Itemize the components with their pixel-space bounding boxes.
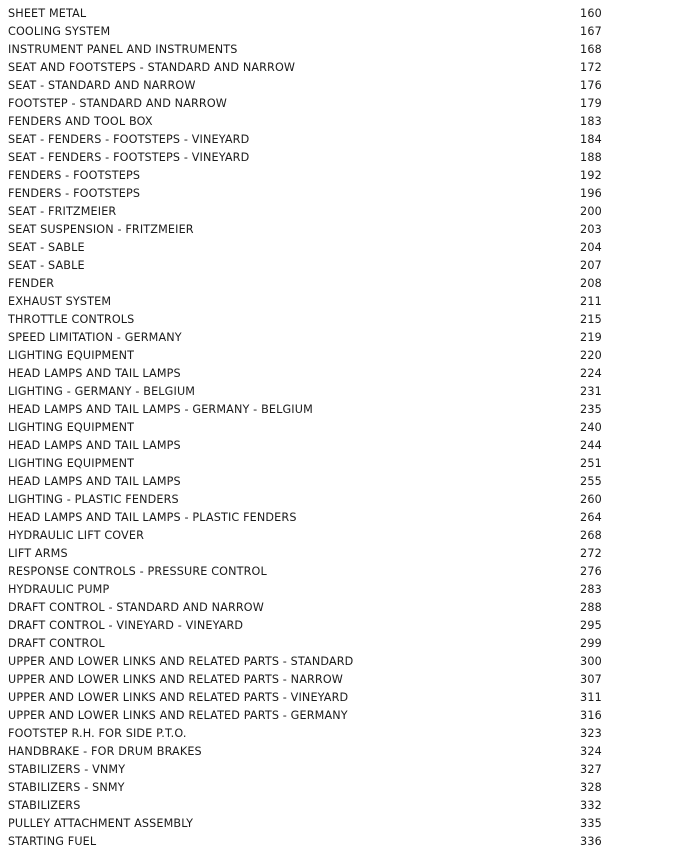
toc-entry[interactable] (0, 797, 699, 815)
toc-entry[interactable] (0, 473, 699, 491)
toc-entry[interactable] (0, 239, 699, 257)
toc-entry-page-number: 240 (580, 421, 602, 434)
toc-entry-title[interactable]: COOLING SYSTEM (8, 25, 111, 38)
toc-entry-page-number: 219 (580, 331, 602, 344)
toc-entry-page-number: 244 (580, 439, 602, 452)
toc-entry-title[interactable]: SPEED LIMITATION - GERMANY (8, 331, 182, 344)
toc-entry-page-number: 235 (580, 403, 602, 416)
toc-entry-page-number: 192 (580, 169, 602, 182)
toc-entry-page-number: 324 (580, 745, 602, 758)
toc-entry[interactable] (0, 617, 699, 635)
toc-entry[interactable] (0, 41, 699, 59)
toc-entry-page-number: 204 (580, 241, 602, 254)
toc-entry-title[interactable]: SEAT SUSPENSION - FRITZMEIER (8, 223, 194, 236)
toc-entry[interactable] (0, 761, 699, 779)
toc-entry-title[interactable]: UPPER AND LOWER LINKS AND RELATED PARTS - STANDARD (8, 655, 354, 668)
toc-entry[interactable] (0, 689, 699, 707)
toc-entry-title[interactable]: HEAD LAMPS AND TAIL LAMPS - PLASTIC FENDERS (8, 511, 297, 524)
toc-entry[interactable] (0, 113, 699, 131)
toc-entry-title[interactable]: SEAT - SABLE (8, 259, 85, 272)
toc-entry-page-number: 283 (580, 583, 602, 596)
toc-entry-page-number: 323 (580, 727, 602, 740)
toc-entry-title[interactable]: RESPONSE CONTROLS - PRESSURE CONTROL (8, 565, 267, 578)
toc-entry-title[interactable]: LIGHTING - PLASTIC FENDERS (8, 493, 179, 506)
toc-entry[interactable] (0, 635, 699, 653)
toc-entry-page-number: 196 (580, 187, 602, 200)
toc-entry[interactable] (0, 257, 699, 275)
toc-entry-page-number: 336 (580, 835, 602, 848)
toc-entry-page-number: 220 (580, 349, 602, 362)
toc-entry-title[interactable]: STABILIZERS - SNMY (8, 781, 125, 794)
toc-entry-title[interactable]: STABILIZERS (8, 799, 81, 812)
toc-entry-page-number: 327 (580, 763, 602, 776)
toc-entry-title[interactable]: DRAFT CONTROL (8, 637, 105, 650)
toc-entry-page-number: 264 (580, 511, 602, 524)
toc-entry-page-number: 311 (580, 691, 602, 704)
toc-entry[interactable] (0, 725, 699, 743)
toc-entry[interactable] (0, 581, 699, 599)
toc-entry[interactable] (0, 23, 699, 41)
toc-entry-page-number: 203 (580, 223, 602, 236)
toc-entry[interactable] (0, 383, 699, 401)
toc-entry-page-number: 268 (580, 529, 602, 542)
toc-entry-title[interactable]: THROTTLE CONTROLS (8, 313, 135, 326)
toc-entry-page-number: 167 (580, 25, 602, 38)
toc-entry[interactable] (0, 527, 699, 545)
toc-entry-page-number: 300 (580, 655, 602, 668)
toc-entry-page-number: 288 (580, 601, 602, 614)
toc-entry-page-number: 299 (580, 637, 602, 650)
toc-entry[interactable] (0, 311, 699, 329)
toc-entry[interactable] (0, 833, 699, 851)
toc-entry[interactable] (0, 77, 699, 95)
toc-entry[interactable] (0, 671, 699, 689)
toc-entry-page-number: 295 (580, 619, 602, 632)
toc-entry-page-number: 168 (580, 43, 602, 56)
toc-entry[interactable] (0, 455, 699, 473)
toc-entry-page-number: 200 (580, 205, 602, 218)
toc-entry-title[interactable]: DRAFT CONTROL - VINEYARD - VINEYARD (8, 619, 244, 632)
toc-entry-page-number: 176 (580, 79, 602, 92)
toc-entry-title[interactable]: INSTRUMENT PANEL AND INSTRUMENTS (8, 43, 238, 56)
toc-entry-page-number: 183 (580, 115, 602, 128)
toc-entry-page-number: 207 (580, 259, 602, 272)
toc-entry[interactable] (0, 491, 699, 509)
toc-entry-title[interactable]: UPPER AND LOWER LINKS AND RELATED PARTS - GERMANY (8, 709, 348, 722)
toc-entry-page-number: 260 (580, 493, 602, 506)
toc-entry-title[interactable]: SEAT - FENDERS - FOOTSTEPS - VINEYARD (8, 151, 250, 164)
toc-entry[interactable] (0, 221, 699, 239)
toc-entry-title[interactable]: LIGHTING EQUIPMENT (8, 421, 135, 434)
toc-entry[interactable] (0, 365, 699, 383)
toc-entry-title[interactable]: FENDERS - FOOTSTEPS (8, 187, 141, 200)
toc-entry[interactable] (0, 185, 699, 203)
toc-entry-title[interactable]: PULLEY ATTACHMENT ASSEMBLY (8, 817, 194, 830)
toc-entry-page-number: 184 (580, 133, 602, 146)
toc-entry[interactable] (0, 707, 699, 725)
toc-entry-page-number: 272 (580, 547, 602, 560)
toc-entry[interactable] (0, 293, 699, 311)
toc-entry-title[interactable]: LIGHTING EQUIPMENT (8, 349, 135, 362)
toc-entry-page-number: 332 (580, 799, 602, 812)
toc-entry-title[interactable]: FENDER (8, 277, 55, 290)
toc-entry-title[interactable]: SEAT - FENDERS - FOOTSTEPS - VINEYARD (8, 133, 250, 146)
toc-entry[interactable] (0, 437, 699, 455)
toc-entry-title[interactable]: UPPER AND LOWER LINKS AND RELATED PARTS - NARROW (8, 673, 344, 686)
toc-entry[interactable] (0, 131, 699, 149)
toc-entry-page-number: 211 (580, 295, 602, 308)
toc-entry[interactable] (0, 779, 699, 797)
toc-entry-page-number: 251 (580, 457, 602, 470)
toc-entry[interactable] (0, 599, 699, 617)
toc-entry-title[interactable]: LIGHTING - GERMANY - BELGIUM (8, 385, 196, 398)
toc-entry-title[interactable]: FENDERS AND TOOL BOX (8, 115, 153, 128)
toc-entry-page-number: 179 (580, 97, 602, 110)
toc-entry-title[interactable]: LIGHTING EQUIPMENT (8, 457, 135, 470)
toc-entry-title[interactable]: HANDBRAKE - FOR DRUM BRAKES (8, 745, 202, 758)
toc-entry-title[interactable]: UPPER AND LOWER LINKS AND RELATED PARTS - VINEYARD (8, 691, 349, 704)
toc-entry[interactable] (0, 509, 699, 527)
toc-entry-title[interactable]: DRAFT CONTROL - STANDARD AND NARROW (8, 601, 264, 614)
toc-entry-page-number: 276 (580, 565, 602, 578)
toc-entry-title[interactable]: SHEET METAL (8, 7, 87, 20)
toc-entry[interactable] (0, 149, 699, 167)
toc-entry-title[interactable]: FOOTSTEP R.H. FOR SIDE P.T.O. (8, 727, 187, 740)
toc-entry[interactable] (0, 5, 699, 23)
toc-entry[interactable] (0, 95, 699, 113)
toc-entry[interactable] (0, 59, 699, 77)
toc-entry[interactable] (0, 329, 699, 347)
toc-entry-title[interactable]: FENDERS - FOOTSTEPS (8, 169, 141, 182)
toc-entry[interactable] (0, 545, 699, 563)
toc-entry-title[interactable]: SEAT - STANDARD AND NARROW (8, 79, 196, 92)
toc-entry-page-number: 328 (580, 781, 602, 794)
toc-entry-title[interactable]: HEAD LAMPS AND TAIL LAMPS (8, 439, 181, 452)
toc-entry-page-number: 307 (580, 673, 602, 686)
toc-entry-title[interactable]: EXHAUST SYSTEM (8, 295, 112, 308)
toc-entry-title[interactable]: SEAT AND FOOTSTEPS - STANDARD AND NARROW (8, 61, 296, 74)
toc-entry-page-number: 335 (580, 817, 602, 830)
toc-entry-page-number: 172 (580, 61, 602, 74)
toc-entry-page-number: 231 (580, 385, 602, 398)
toc-entry-title[interactable]: HYDRAULIC PUMP (8, 583, 110, 596)
toc-entry-page-number: 224 (580, 367, 602, 380)
toc-entry-title[interactable]: LIFT ARMS (8, 547, 68, 560)
toc-entry[interactable] (0, 167, 699, 185)
toc-entry[interactable] (0, 563, 699, 581)
toc-entry[interactable] (0, 743, 699, 761)
toc-entry-title[interactable]: STARTING FUEL (8, 835, 97, 848)
toc-entry[interactable] (0, 203, 699, 221)
toc-entry-title[interactable]: SEAT - FRITZMEIER (8, 205, 117, 218)
toc-entry[interactable] (0, 419, 699, 437)
toc-entry-page-number: 316 (580, 709, 602, 722)
toc-entry-title[interactable]: FOOTSTEP - STANDARD AND NARROW (8, 97, 228, 110)
toc-entry-page-number: 160 (580, 7, 602, 20)
toc-entry[interactable] (0, 275, 699, 293)
toc-entry-title[interactable]: STABILIZERS - VNMY (8, 763, 126, 776)
toc-entry-title[interactable]: SEAT - SABLE (8, 241, 85, 254)
toc-entry-title[interactable]: HYDRAULIC LIFT COVER (8, 529, 144, 542)
toc-entry-page-number: 188 (580, 151, 602, 164)
toc-entry[interactable] (0, 347, 699, 365)
toc-entry-page-number: 255 (580, 475, 602, 488)
toc-entry-title[interactable]: HEAD LAMPS AND TAIL LAMPS (8, 367, 181, 380)
toc-entry-page-number: 208 (580, 277, 602, 290)
toc-entry[interactable] (0, 653, 699, 671)
toc-entry-title[interactable]: HEAD LAMPS AND TAIL LAMPS - GERMANY - BELGIUM (8, 403, 313, 416)
toc-entry[interactable] (0, 815, 699, 833)
toc-entry-title[interactable]: HEAD LAMPS AND TAIL LAMPS (8, 475, 181, 488)
toc-entry-page-number: 215 (580, 313, 602, 326)
toc-entry[interactable] (0, 401, 699, 419)
